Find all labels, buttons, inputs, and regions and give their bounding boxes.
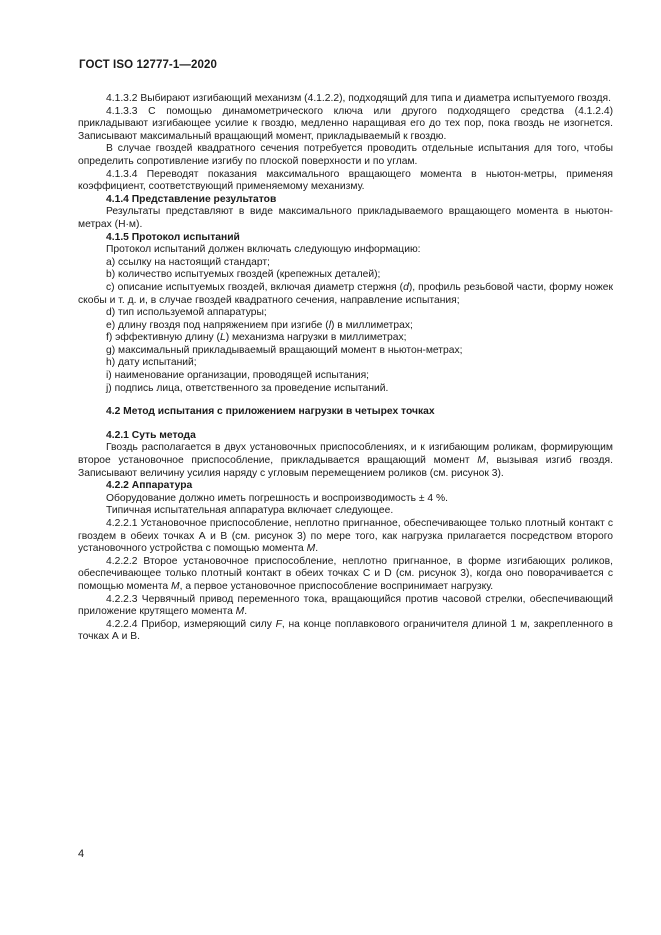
- list-item: d) тип используемой аппаратуры;: [106, 307, 267, 319]
- para-4-1-3-3: 4.1.3.3 С помощью динамометрического ключа или другого подходящего средства (4.1.2.4) прикладывают изгибающее усилие к гвоздю, медленно наращивая его до тех пор, пока гвоздь не изогнется. Записывают максимальный вращающий момент, прикладываемый к гвоздю.: [78, 105, 613, 142]
- list-item: h) дату испытаний;: [106, 357, 197, 369]
- para-4-2-2-intro: Типичная испытательная аппаратура включает следующее.: [106, 505, 394, 517]
- heading-4-1-4: 4.1.4 Представление результатов: [106, 193, 277, 205]
- para-4-2-2-3: 4.2.2.3 Червячный привод переменного тока, вращающийся против часовой стрелки, обеспечивающий приложение крутящего момента М.: [78, 593, 613, 618]
- list-item: b) количество испытуемых гвоздей (крепежных деталей);: [106, 269, 381, 281]
- para-4-2-2-4: 4.2.2.4 Прибор, измеряющий силу F, на конце поплавкового ограничителя длиной 1 м, закрепленного в точках А и В.: [78, 618, 613, 643]
- list-item: f) эффективную длину (L) механизма нагрузки в миллиметрах;: [106, 332, 407, 344]
- page-content: [78, 93, 613, 644]
- para-4-1-4: Результаты представляют в виде максимального прикладываемого вращающего момента в ньютон-метрах (Н·м).: [78, 206, 613, 230]
- list-item: c) описание испытуемых гвоздей, включая диаметр стержня (d), профиль резьбовой части, форму ножек скобы и т. д. и, в случае гвоздей квадратного сечения, направление испытания;: [78, 281, 613, 306]
- heading-4-2-1: 4.2.1 Суть метода: [106, 429, 196, 441]
- document-header: ГОСТ ISO 12777-1—2020: [79, 59, 217, 71]
- list-item: g) максимальный прикладываемый вращающий момент в ньютон-метрах;: [106, 344, 463, 356]
- para-square-nails: В случае гвоздей квадратного сечения потребуется проводить отдельные испытания для того, чтобы определить сопротивление изгибу по плоской поверхности и по углам.: [78, 143, 613, 167]
- list-item: i) наименование организации, проводящей испытания;: [106, 370, 370, 382]
- para-4-2-1: Гвоздь располагается в двух установочных приспособлениях, и к изгибающим роликам, формирующим второе установочное приспособление, прикладывается вращающий момент М, вызывая изгиб гвоздя. Записывают величину усилия наряду с угловым перемещением роликов (см. рисунок 3).: [78, 442, 613, 479]
- para-4-1-3-4: 4.1.3.4 Переводят показания максимального вращающего момента в ньютон-метры, применяя коэффициент, соответствующий применяемому механизму.: [78, 168, 613, 193]
- list-item: j) подпись лица, ответственного за проведение испытаний.: [106, 382, 389, 394]
- para-4-2-2-accuracy: Оборудование должно иметь погрешность и воспроизводимость ± 4 %.: [106, 492, 448, 504]
- para-4-1-3-2: 4.1.3.2 Выбирают изгибающий механизм (4.1.2.2), подходящий для типа и диаметра испытуемого гвоздя.: [106, 93, 611, 104]
- heading-4-2-2: 4.2.2 Аппаратура: [106, 480, 193, 492]
- para-4-1-5: Протокол испытаний должен включать следующую информацию:: [106, 244, 421, 256]
- heading-4-2: 4.2 Метод испытания с приложением нагрузки в четырех точках: [106, 406, 435, 418]
- page-number: 4: [78, 848, 85, 860]
- para-4-2-2-2: 4.2.2.2 Второе установочное приспособление, неплотно пригнанное, в форме изгибающих роликов, обеспечивающее только плотный контакт в обеих точках С и D (см. рисунок 3), когда оно поворачивается с помощью момента М, а первое установочное приспособление воспринимает нагрузку.: [78, 555, 613, 592]
- list-item: е) длину гвоздя под напряжением при изгибе (l) в миллиметрах;: [106, 319, 413, 331]
- list-item: а) ссылку на настоящий стандарт;: [106, 256, 270, 268]
- para-4-2-2-1: 4.2.2.1 Установочное приспособление, неплотно пригнанное, обеспечивающее только плотный контакт с гвоздем в обеих точках А и В (см. рисунок 3) по мере того, как нагрузка прилагается посредством второго установочного устройства с помощью момента М.: [78, 518, 613, 555]
- heading-4-1-5: 4.1.5 Протокол испытаний: [106, 231, 240, 243]
